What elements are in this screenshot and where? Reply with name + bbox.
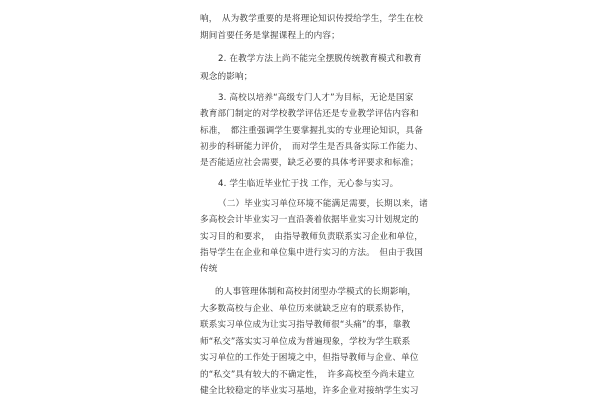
text-line: 期间首要任务是掌握课程上的内容； <box>200 30 340 41</box>
text-line: 标准， 都注重强调学生要掌握扎实的专业理论知识，具备 <box>200 125 424 136</box>
text-line: 多高校会计毕业实习一直沿袭着依据毕业实习计划规定的 <box>200 215 419 226</box>
text-line: 是否能适应社会需要，缺乏必要的具体考评要求和标准； <box>200 158 419 169</box>
text-line: 指导学生在企业和单位集中进行实习的方法。 但由于我国 <box>200 248 424 258</box>
text-line: 初步的科研能力评价， 而对学生是否具备实际工作能力、 <box>200 142 424 152</box>
text-line: 观念的影响； <box>200 71 253 82</box>
text-line: （二）毕业实习单位环境不能满足需要，长期以来，诸 <box>218 198 428 209</box>
text-line: 健全比较稳定的毕业实习基地，许多企业对接纳学生实习 <box>200 386 419 396</box>
text-line: 3. 高校以培养“高级专门人才”为目标，无论是国家 <box>218 92 414 103</box>
text-line: 实习单位的工作处于困境之中，但指导教师与企业、单位 <box>200 353 419 364</box>
text-line: 响， 从为教学重要的是将理论知识传授给学生，学生在校 <box>200 14 424 24</box>
text-line: 联系实习单位成为让实习指导教师很“头痛”的事，靠教 <box>200 320 411 331</box>
text-line: 的人事管理体制和高校封闭型办学模式的长期影响， <box>215 287 417 298</box>
text-line: 师“私交”落实实习单位成为普遍现象，学校为学生联系 <box>200 336 411 347</box>
text-line: 2. 在教学方法上尚不能完全摆脱传统教育模式和教育 <box>218 54 422 65</box>
text-line: 教育部门制定的对学校教学评估还是专业教学评估内容和 <box>200 109 419 120</box>
text-line: 的“私交”具有较大的不确定性， 许多高校至今尚未建立 <box>200 369 415 380</box>
text-line: 4. 学生临近毕业忙于找 工作，无心参与实习。 <box>218 179 399 190</box>
text-line: 传统 <box>200 264 218 275</box>
text-line: 大多数高校与企业、单位历来就缺乏应有的联系协作， <box>200 303 410 314</box>
text-line: 实习目的和要求， 由指导教师负责联系实习企业和单位， <box>200 231 424 242</box>
